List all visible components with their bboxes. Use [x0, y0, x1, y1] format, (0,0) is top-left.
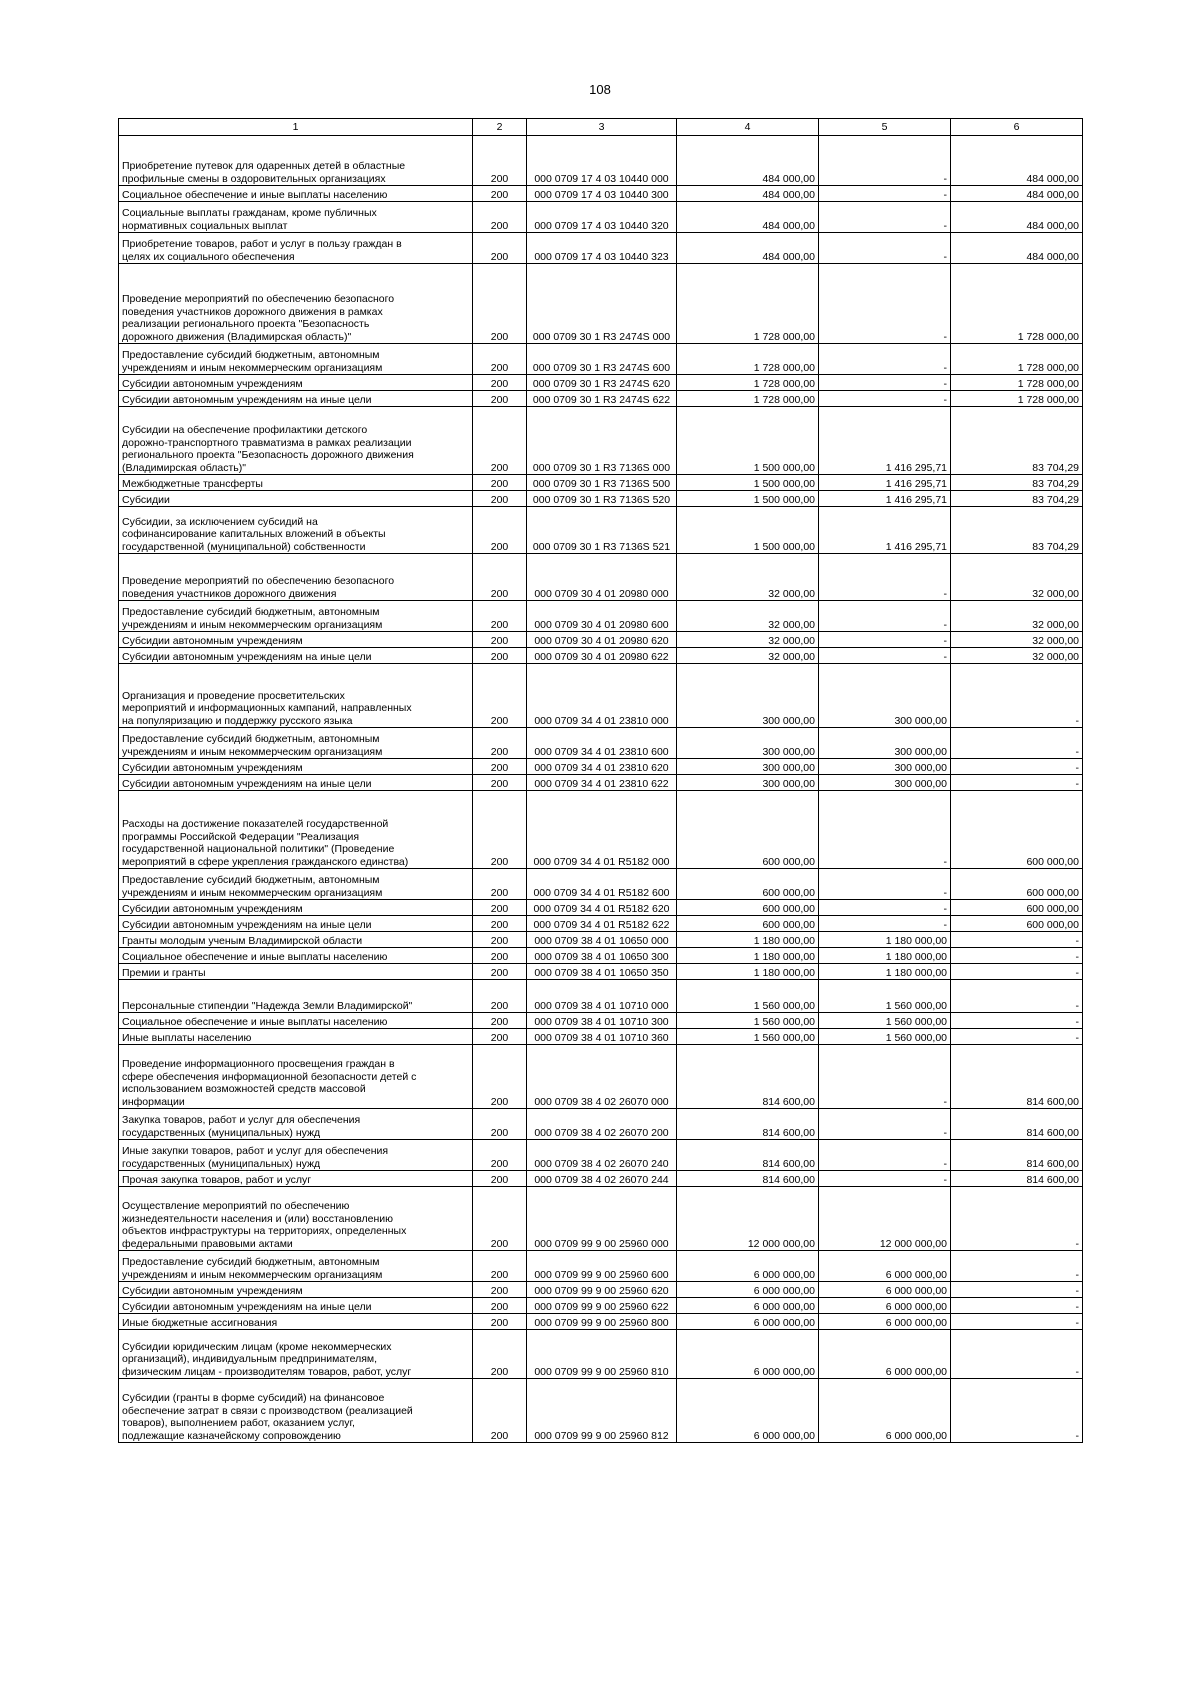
row-approved-amount: 1 180 000,00 — [677, 948, 819, 964]
row-admin-code: 200 — [473, 664, 527, 728]
table-row — [119, 375, 1083, 391]
column-header: 1 — [119, 119, 473, 136]
row-budget-code: 000 0709 30 1 R3 2474S 622 — [527, 391, 677, 407]
row-description: Предоставление субсидий бюджетным, автономным учреждениям и иным некоммерческим организациям — [119, 344, 473, 375]
row-unexecuted-amount: 814 600,00 — [951, 1140, 1083, 1171]
row-executed-amount: 1 180 000,00 — [819, 932, 951, 948]
row-approved-amount: 814 600,00 — [677, 1045, 819, 1109]
row-admin-code: 200 — [473, 759, 527, 775]
row-executed-amount: 6 000 000,00 — [819, 1379, 951, 1443]
row-unexecuted-amount: 83 704,29 — [951, 475, 1083, 491]
row-budget-code: 000 0709 38 4 02 26070 240 — [527, 1140, 677, 1171]
row-description: Проведение мероприятий по обеспечению безопасного поведения участников дорожного движения — [119, 554, 473, 601]
row-unexecuted-amount: - — [951, 664, 1083, 728]
table-row — [119, 775, 1083, 791]
row-budget-code: 000 0709 30 4 01 20980 620 — [527, 632, 677, 648]
table-row — [119, 1109, 1083, 1140]
row-approved-amount: 1 180 000,00 — [677, 932, 819, 948]
row-admin-code: 200 — [473, 554, 527, 601]
row-admin-code: 200 — [473, 601, 527, 632]
table-row — [119, 932, 1083, 948]
table-row — [119, 1251, 1083, 1282]
row-description: Предоставление субсидий бюджетным, автономным учреждениям и иным некоммерческим организациям — [119, 869, 473, 900]
row-approved-amount: 814 600,00 — [677, 1171, 819, 1187]
table-row — [119, 491, 1083, 507]
row-approved-amount: 32 000,00 — [677, 601, 819, 632]
row-description: Предоставление субсидий бюджетным, автономным учреждениям и иным некоммерческим организациям — [119, 728, 473, 759]
row-description: Субсидии автономным учреждениям — [119, 632, 473, 648]
row-unexecuted-amount: - — [951, 1013, 1083, 1029]
table-row — [119, 186, 1083, 202]
row-description: Приобретение товаров, работ и услуг в пользу граждан в целях их социального обеспечения — [119, 233, 473, 264]
row-approved-amount: 6 000 000,00 — [677, 1330, 819, 1379]
row-budget-code: 000 0709 30 1 R3 7136S 000 — [527, 407, 677, 475]
row-admin-code: 200 — [473, 964, 527, 980]
row-budget-code: 000 0709 99 9 00 25960 810 — [527, 1330, 677, 1379]
row-admin-code: 200 — [473, 264, 527, 344]
row-executed-amount: - — [819, 391, 951, 407]
row-description: Предоставление субсидий бюджетным, автономным учреждениям и иным некоммерческим организациям — [119, 601, 473, 632]
table-body — [119, 136, 1083, 1443]
row-executed-amount: - — [819, 648, 951, 664]
row-approved-amount: 300 000,00 — [677, 775, 819, 791]
row-approved-amount: 814 600,00 — [677, 1109, 819, 1140]
row-unexecuted-amount: 32 000,00 — [951, 554, 1083, 601]
table-row — [119, 233, 1083, 264]
row-executed-amount: 1 416 295,71 — [819, 507, 951, 554]
table-row — [119, 1171, 1083, 1187]
row-executed-amount: - — [819, 601, 951, 632]
row-unexecuted-amount: 814 600,00 — [951, 1045, 1083, 1109]
row-approved-amount: 600 000,00 — [677, 900, 819, 916]
row-budget-code: 000 0709 34 4 01 23810 600 — [527, 728, 677, 759]
row-admin-code: 200 — [473, 900, 527, 916]
row-admin-code: 200 — [473, 632, 527, 648]
row-description: Субсидии автономным учреждениям на иные цели — [119, 916, 473, 932]
row-executed-amount: 1 180 000,00 — [819, 964, 951, 980]
table-row — [119, 791, 1083, 869]
row-admin-code: 200 — [473, 1109, 527, 1140]
row-description: Иные бюджетные ассигнования — [119, 1314, 473, 1330]
row-description: Организация и проведение просветительских мероприятий и информационных кампаний, направленных на популяризацию и поддержку русского языка — [119, 664, 473, 728]
table-row — [119, 554, 1083, 601]
row-admin-code: 200 — [473, 791, 527, 869]
row-unexecuted-amount: 484 000,00 — [951, 186, 1083, 202]
row-approved-amount: 1 500 000,00 — [677, 491, 819, 507]
row-budget-code: 000 0709 38 4 01 10710 300 — [527, 1013, 677, 1029]
row-approved-amount: 6 000 000,00 — [677, 1282, 819, 1298]
row-executed-amount: 1 416 295,71 — [819, 407, 951, 475]
row-description: Субсидии на обеспечение профилактики детского дорожно-транспортного травматизма в рамках реализации регионального проекта "Безопасность дорожного движения (Владимирская область)" — [119, 407, 473, 475]
row-executed-amount: 12 000 000,00 — [819, 1187, 951, 1251]
row-admin-code: 200 — [473, 1013, 527, 1029]
row-executed-amount: - — [819, 791, 951, 869]
row-budget-code: 000 0709 38 4 01 10710 360 — [527, 1029, 677, 1045]
row-budget-code: 000 0709 38 4 01 10650 300 — [527, 948, 677, 964]
row-description: Расходы на достижение показателей государственной программы Российской Федерации "Реализация государственной национальной политики" (Проведение мероприятий в сфере укрепления гражданского единства) — [119, 791, 473, 869]
row-description: Субсидии юридическим лицам (кроме некоммерческих организаций), индивидуальным предпринимателям, физическим лицам - производителям товаров, работ, услуг — [119, 1330, 473, 1379]
row-unexecuted-amount: 484 000,00 — [951, 202, 1083, 233]
row-budget-code: 000 0709 30 1 R3 7136S 520 — [527, 491, 677, 507]
row-approved-amount: 6 000 000,00 — [677, 1251, 819, 1282]
row-admin-code: 200 — [473, 775, 527, 791]
row-budget-code: 000 0709 30 1 R3 2474S 620 — [527, 375, 677, 391]
row-budget-code: 000 0709 99 9 00 25960 800 — [527, 1314, 677, 1330]
row-approved-amount: 1 560 000,00 — [677, 1029, 819, 1045]
row-executed-amount: 6 000 000,00 — [819, 1298, 951, 1314]
row-executed-amount: - — [819, 264, 951, 344]
row-admin-code: 200 — [473, 1029, 527, 1045]
table-header-row — [119, 119, 1083, 136]
row-description: Иные закупки товаров, работ и услуг для обеспечения государственных (муниципальных) нужд — [119, 1140, 473, 1171]
row-approved-amount: 1 728 000,00 — [677, 375, 819, 391]
row-executed-amount: 1 416 295,71 — [819, 475, 951, 491]
row-approved-amount: 600 000,00 — [677, 869, 819, 900]
table-row — [119, 1282, 1083, 1298]
row-budget-code: 000 0709 34 4 01 23810 622 — [527, 775, 677, 791]
row-description: Субсидии автономным учреждениям на иные цели — [119, 775, 473, 791]
row-approved-amount: 600 000,00 — [677, 916, 819, 932]
table-row — [119, 1379, 1083, 1443]
table-row — [119, 632, 1083, 648]
row-budget-code: 000 0709 34 4 01 R5182 600 — [527, 869, 677, 900]
row-admin-code: 200 — [473, 1282, 527, 1298]
row-executed-amount: - — [819, 136, 951, 186]
row-admin-code: 200 — [473, 186, 527, 202]
row-admin-code: 200 — [473, 1140, 527, 1171]
table-row — [119, 900, 1083, 916]
table-row — [119, 1029, 1083, 1045]
row-unexecuted-amount: 83 704,29 — [951, 491, 1083, 507]
row-unexecuted-amount: 1 728 000,00 — [951, 391, 1083, 407]
table-row — [119, 202, 1083, 233]
row-budget-code: 000 0709 99 9 00 25960 620 — [527, 1282, 677, 1298]
row-budget-code: 000 0709 30 1 R3 7136S 500 — [527, 475, 677, 491]
row-unexecuted-amount: 600 000,00 — [951, 791, 1083, 869]
table-row — [119, 869, 1083, 900]
page-number: 108 — [589, 82, 611, 97]
row-executed-amount: - — [819, 1171, 951, 1187]
row-unexecuted-amount: - — [951, 728, 1083, 759]
row-approved-amount: 1 180 000,00 — [677, 964, 819, 980]
row-description: Субсидии (гранты в форме субсидий) на финансовое обеспечение затрат в связи с производством (реализацией товаров), выполнением работ, оказанием услуг, подлежащие казначейскому сопровождению — [119, 1379, 473, 1443]
row-budget-code: 000 0709 38 4 02 26070 200 — [527, 1109, 677, 1140]
row-description: Персональные стипендии "Надежда Земли Владимирской" — [119, 980, 473, 1013]
table-row — [119, 728, 1083, 759]
table-row — [119, 964, 1083, 980]
row-description: Предоставление субсидий бюджетным, автономным учреждениям и иным некоммерческим организациям — [119, 1251, 473, 1282]
row-admin-code: 200 — [473, 344, 527, 375]
row-unexecuted-amount: 484 000,00 — [951, 136, 1083, 186]
row-approved-amount: 300 000,00 — [677, 664, 819, 728]
row-unexecuted-amount: - — [951, 1187, 1083, 1251]
row-executed-amount: - — [819, 916, 951, 932]
row-approved-amount: 1 560 000,00 — [677, 1013, 819, 1029]
row-budget-code: 000 0709 34 4 01 R5182 000 — [527, 791, 677, 869]
row-budget-code: 000 0709 99 9 00 25960 600 — [527, 1251, 677, 1282]
row-approved-amount: 6 000 000,00 — [677, 1298, 819, 1314]
row-admin-code: 200 — [473, 728, 527, 759]
row-admin-code: 200 — [473, 648, 527, 664]
row-unexecuted-amount: 83 704,29 — [951, 507, 1083, 554]
row-approved-amount: 32 000,00 — [677, 632, 819, 648]
row-unexecuted-amount: - — [951, 1330, 1083, 1379]
row-executed-amount: - — [819, 375, 951, 391]
table-row — [119, 980, 1083, 1013]
row-description: Прочая закупка товаров, работ и услуг — [119, 1171, 473, 1187]
table-row — [119, 648, 1083, 664]
row-executed-amount: - — [819, 344, 951, 375]
row-budget-code: 000 0709 17 4 03 10440 000 — [527, 136, 677, 186]
row-description: Субсидии, за исключением субсидий на софинансирование капитальных вложений в объекты государственной (муниципальной) собственности — [119, 507, 473, 554]
row-unexecuted-amount: 484 000,00 — [951, 233, 1083, 264]
row-executed-amount: - — [819, 869, 951, 900]
row-admin-code: 200 — [473, 1379, 527, 1443]
table-row — [119, 1187, 1083, 1251]
row-unexecuted-amount: - — [951, 1282, 1083, 1298]
row-unexecuted-amount: - — [951, 1029, 1083, 1045]
row-executed-amount: 300 000,00 — [819, 759, 951, 775]
row-executed-amount: 6 000 000,00 — [819, 1282, 951, 1298]
row-description: Проведение мероприятий по обеспечению безопасного поведения участников дорожного движения в рамках реализации регионального проекта "Безопасность дорожного движения (Владимирская область)" — [119, 264, 473, 344]
row-admin-code: 200 — [473, 233, 527, 264]
row-approved-amount: 814 600,00 — [677, 1140, 819, 1171]
row-admin-code: 200 — [473, 980, 527, 1013]
row-executed-amount: 6 000 000,00 — [819, 1251, 951, 1282]
row-admin-code: 200 — [473, 1171, 527, 1187]
row-approved-amount: 484 000,00 — [677, 136, 819, 186]
row-budget-code: 000 0709 99 9 00 25960 622 — [527, 1298, 677, 1314]
row-unexecuted-amount: 600 000,00 — [951, 900, 1083, 916]
row-approved-amount: 1 560 000,00 — [677, 980, 819, 1013]
table-row — [119, 1045, 1083, 1109]
row-description: Осуществление мероприятий по обеспечению жизнедеятельности населения и (или) восстановлению объектов инфраструктуры на территориях, определенных федеральными правовыми актами — [119, 1187, 473, 1251]
row-admin-code: 200 — [473, 869, 527, 900]
table-row — [119, 948, 1083, 964]
row-executed-amount: 300 000,00 — [819, 664, 951, 728]
row-approved-amount: 484 000,00 — [677, 202, 819, 233]
row-budget-code: 000 0709 30 1 R3 2474S 600 — [527, 344, 677, 375]
table-row — [119, 136, 1083, 186]
row-approved-amount: 1 728 000,00 — [677, 264, 819, 344]
row-approved-amount: 600 000,00 — [677, 791, 819, 869]
row-description: Приобретение путевок для одаренных детей в областные профильные смены в оздоровительных организациях — [119, 136, 473, 186]
column-header: 6 — [951, 119, 1083, 136]
row-budget-code: 000 0709 34 4 01 R5182 622 — [527, 916, 677, 932]
row-executed-amount: - — [819, 554, 951, 601]
table-row — [119, 407, 1083, 475]
row-description: Субсидии автономным учреждениям — [119, 900, 473, 916]
row-budget-code: 000 0709 38 4 02 26070 000 — [527, 1045, 677, 1109]
row-executed-amount: - — [819, 632, 951, 648]
row-executed-amount: 300 000,00 — [819, 775, 951, 791]
table-row — [119, 916, 1083, 932]
row-unexecuted-amount: - — [951, 932, 1083, 948]
table-row — [119, 391, 1083, 407]
row-admin-code: 200 — [473, 1330, 527, 1379]
row-admin-code: 200 — [473, 202, 527, 233]
row-description: Гранты молодым ученым Владимирской области — [119, 932, 473, 948]
row-budget-code: 000 0709 30 4 01 20980 000 — [527, 554, 677, 601]
row-description: Субсидии автономным учреждениям — [119, 759, 473, 775]
row-admin-code: 200 — [473, 507, 527, 554]
row-budget-code: 000 0709 99 9 00 25960 812 — [527, 1379, 677, 1443]
row-budget-code: 000 0709 30 4 01 20980 600 — [527, 601, 677, 632]
row-approved-amount: 1 728 000,00 — [677, 344, 819, 375]
row-unexecuted-amount: 600 000,00 — [951, 916, 1083, 932]
row-unexecuted-amount: 32 000,00 — [951, 632, 1083, 648]
table-row — [119, 475, 1083, 491]
row-admin-code: 200 — [473, 391, 527, 407]
table-row — [119, 1314, 1083, 1330]
row-executed-amount: - — [819, 186, 951, 202]
row-budget-code: 000 0709 38 4 02 26070 244 — [527, 1171, 677, 1187]
row-description: Иные выплаты населению — [119, 1029, 473, 1045]
row-executed-amount: 1 416 295,71 — [819, 491, 951, 507]
row-executed-amount: - — [819, 1140, 951, 1171]
row-admin-code: 200 — [473, 136, 527, 186]
row-executed-amount: 6 000 000,00 — [819, 1314, 951, 1330]
row-executed-amount: - — [819, 1109, 951, 1140]
row-approved-amount: 1 500 000,00 — [677, 475, 819, 491]
table-row — [119, 264, 1083, 344]
row-approved-amount: 484 000,00 — [677, 233, 819, 264]
row-approved-amount: 32 000,00 — [677, 554, 819, 601]
row-description: Премии и гранты — [119, 964, 473, 980]
row-unexecuted-amount: - — [951, 948, 1083, 964]
table-row — [119, 507, 1083, 554]
row-description: Социальное обеспечение и иные выплаты населению — [119, 948, 473, 964]
row-description: Социальное обеспечение и иные выплаты населению — [119, 186, 473, 202]
row-unexecuted-amount: - — [951, 980, 1083, 1013]
row-unexecuted-amount: - — [951, 775, 1083, 791]
row-description: Субсидии автономным учреждениям на иные цели — [119, 1298, 473, 1314]
column-header: 4 — [677, 119, 819, 136]
row-executed-amount: - — [819, 233, 951, 264]
row-description: Закупка товаров, работ и услуг для обеспечения государственных (муниципальных) нужд — [119, 1109, 473, 1140]
row-executed-amount: 1 560 000,00 — [819, 980, 951, 1013]
row-description: Межбюджетные трансферты — [119, 475, 473, 491]
row-budget-code: 000 0709 34 4 01 23810 620 — [527, 759, 677, 775]
row-approved-amount: 484 000,00 — [677, 186, 819, 202]
row-unexecuted-amount: 32 000,00 — [951, 601, 1083, 632]
row-admin-code: 200 — [473, 1187, 527, 1251]
row-unexecuted-amount: 814 600,00 — [951, 1171, 1083, 1187]
row-description: Субсидии автономным учреждениям на иные цели — [119, 648, 473, 664]
row-budget-code: 000 0709 30 1 R3 2474S 000 — [527, 264, 677, 344]
row-description: Субсидии автономным учреждениям — [119, 375, 473, 391]
row-unexecuted-amount: 814 600,00 — [951, 1109, 1083, 1140]
column-header: 3 — [527, 119, 677, 136]
row-admin-code: 200 — [473, 1045, 527, 1109]
row-description: Социальные выплаты гражданам, кроме публичных нормативных социальных выплат — [119, 202, 473, 233]
row-approved-amount: 6 000 000,00 — [677, 1314, 819, 1330]
row-budget-code: 000 0709 38 4 01 10710 000 — [527, 980, 677, 1013]
row-executed-amount: 6 000 000,00 — [819, 1330, 951, 1379]
row-budget-code: 000 0709 34 4 01 23810 000 — [527, 664, 677, 728]
row-unexecuted-amount: 83 704,29 — [951, 407, 1083, 475]
row-executed-amount: - — [819, 1045, 951, 1109]
row-description: Проведение информационного просвещения граждан в сфере обеспечения информационной безопасности детей с использованием возможностей средств массовой информации — [119, 1045, 473, 1109]
row-executed-amount: - — [819, 900, 951, 916]
row-unexecuted-amount: 32 000,00 — [951, 648, 1083, 664]
row-unexecuted-amount: - — [951, 1251, 1083, 1282]
row-executed-amount: - — [819, 202, 951, 233]
row-budget-code: 000 0709 30 4 01 20980 622 — [527, 648, 677, 664]
row-approved-amount: 300 000,00 — [677, 728, 819, 759]
row-unexecuted-amount: 1 728 000,00 — [951, 375, 1083, 391]
row-approved-amount: 32 000,00 — [677, 648, 819, 664]
row-budget-code: 000 0709 17 4 03 10440 320 — [527, 202, 677, 233]
row-approved-amount: 6 000 000,00 — [677, 1379, 819, 1443]
row-admin-code: 200 — [473, 1251, 527, 1282]
row-unexecuted-amount: 1 728 000,00 — [951, 264, 1083, 344]
row-unexecuted-amount: - — [951, 1379, 1083, 1443]
table-row — [119, 1013, 1083, 1029]
row-description: Социальное обеспечение и иные выплаты населению — [119, 1013, 473, 1029]
row-admin-code: 200 — [473, 948, 527, 964]
table-row — [119, 759, 1083, 775]
row-unexecuted-amount: - — [951, 1314, 1083, 1330]
row-executed-amount: 1 560 000,00 — [819, 1013, 951, 1029]
row-approved-amount: 12 000 000,00 — [677, 1187, 819, 1251]
row-approved-amount: 1 728 000,00 — [677, 391, 819, 407]
row-unexecuted-amount: 600 000,00 — [951, 869, 1083, 900]
row-admin-code: 200 — [473, 916, 527, 932]
row-approved-amount: 1 500 000,00 — [677, 507, 819, 554]
row-budget-code: 000 0709 17 4 03 10440 323 — [527, 233, 677, 264]
table-row — [119, 1330, 1083, 1379]
row-executed-amount: 1 560 000,00 — [819, 1029, 951, 1045]
column-header: 5 — [819, 119, 951, 136]
row-unexecuted-amount: - — [951, 964, 1083, 980]
row-unexecuted-amount: - — [951, 1298, 1083, 1314]
table-row — [119, 344, 1083, 375]
table-row — [119, 1298, 1083, 1314]
row-budget-code: 000 0709 99 9 00 25960 000 — [527, 1187, 677, 1251]
row-unexecuted-amount: 1 728 000,00 — [951, 344, 1083, 375]
table-row — [119, 601, 1083, 632]
row-admin-code: 200 — [473, 1314, 527, 1330]
row-executed-amount: 1 180 000,00 — [819, 948, 951, 964]
row-admin-code: 200 — [473, 407, 527, 475]
budget-table — [118, 118, 1083, 1443]
row-budget-code: 000 0709 17 4 03 10440 300 — [527, 186, 677, 202]
row-admin-code: 200 — [473, 375, 527, 391]
row-budget-code: 000 0709 34 4 01 R5182 620 — [527, 900, 677, 916]
table-row — [119, 1140, 1083, 1171]
row-budget-code: 000 0709 38 4 01 10650 000 — [527, 932, 677, 948]
column-header: 2 — [473, 119, 527, 136]
table-row — [119, 664, 1083, 728]
row-description: Субсидии автономным учреждениям на иные цели — [119, 391, 473, 407]
row-admin-code: 200 — [473, 491, 527, 507]
row-approved-amount: 1 500 000,00 — [677, 407, 819, 475]
row-approved-amount: 300 000,00 — [677, 759, 819, 775]
row-admin-code: 200 — [473, 1298, 527, 1314]
row-description: Субсидии автономным учреждениям — [119, 1282, 473, 1298]
row-description: Субсидии — [119, 491, 473, 507]
row-unexecuted-amount: - — [951, 759, 1083, 775]
row-admin-code: 200 — [473, 475, 527, 491]
row-budget-code: 000 0709 38 4 01 10650 350 — [527, 964, 677, 980]
row-budget-code: 000 0709 30 1 R3 7136S 521 — [527, 507, 677, 554]
row-executed-amount: 300 000,00 — [819, 728, 951, 759]
row-admin-code: 200 — [473, 932, 527, 948]
